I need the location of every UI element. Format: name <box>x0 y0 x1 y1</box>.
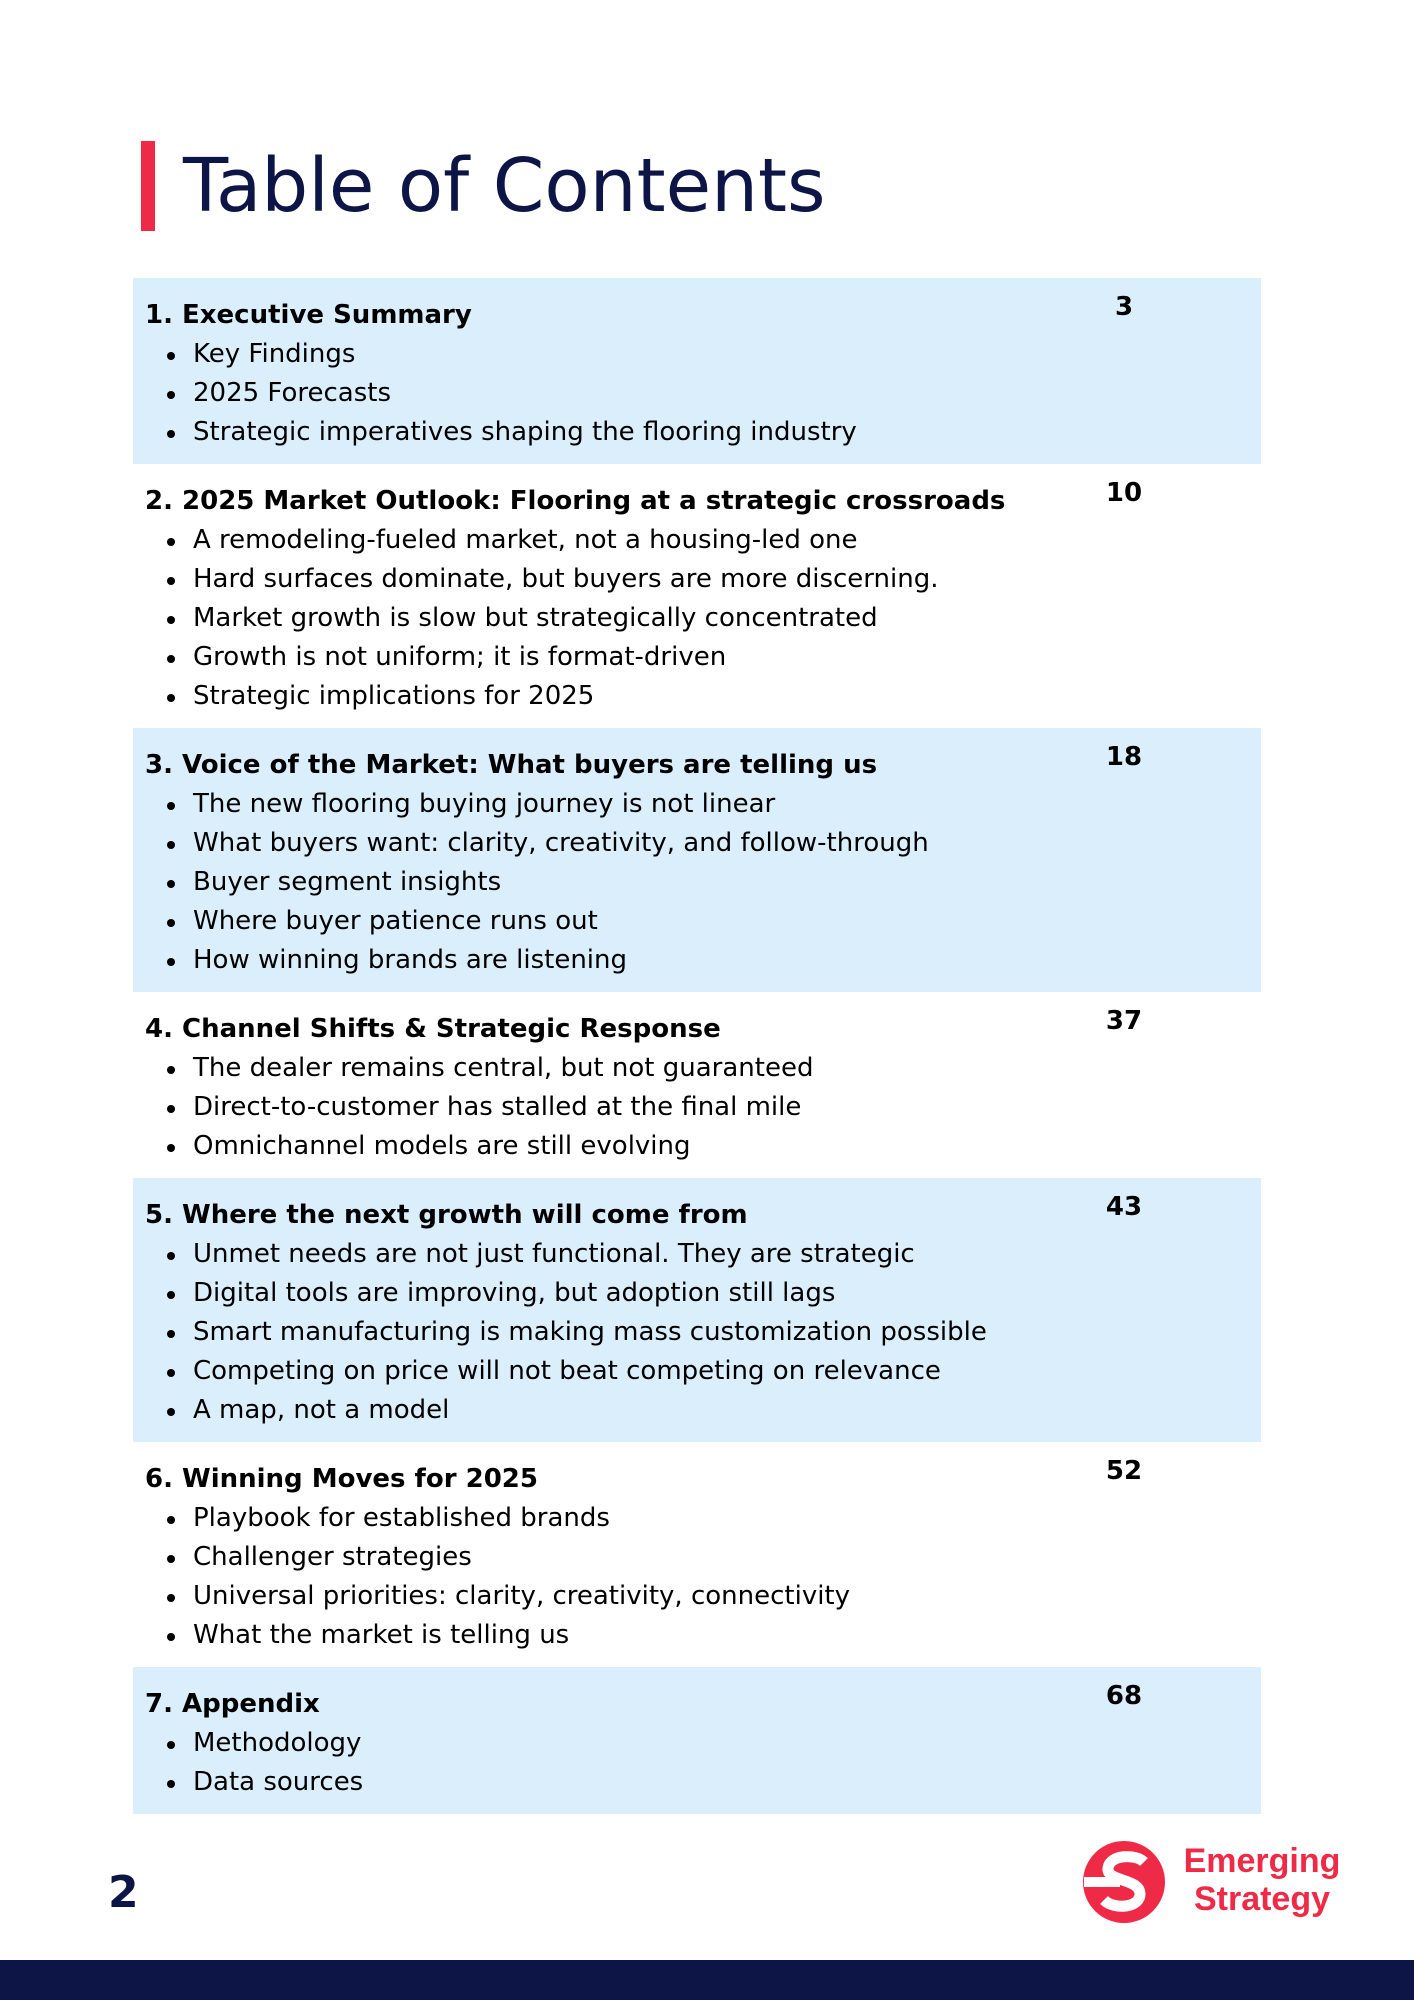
logo-wordmark <box>1172 1842 1352 1918</box>
section-title[interactable]: 7. Appendix <box>145 1689 320 1719</box>
section-title[interactable]: 4. Channel Shifts & Strategic Response <box>145 1014 721 1044</box>
section-page-number: 68 <box>1105 1681 1143 1711</box>
list-item[interactable]: Playbook for established brands <box>145 1499 1249 1538</box>
title-accent-bar <box>141 141 155 231</box>
list-item[interactable]: Competing on price will not beat competing on relevance <box>145 1352 1249 1391</box>
section-title[interactable]: 5. Where the next growth will come from <box>145 1200 748 1230</box>
section-title[interactable]: 6. Winning Moves for 2025 <box>145 1464 538 1494</box>
section-page-number: 10 <box>1105 478 1143 508</box>
logo-line-2: Strategy <box>1193 1880 1331 1918</box>
toc-section-1[interactable] <box>133 278 1261 464</box>
footer-band <box>0 1960 1414 2000</box>
list-item[interactable]: Omnichannel models are still evolving <box>145 1127 1249 1166</box>
list-item[interactable]: Where buyer patience runs out <box>145 902 1249 941</box>
list-item[interactable]: What the market is telling us <box>145 1616 1249 1655</box>
section-page-number: 37 <box>1105 1006 1143 1036</box>
list-item[interactable]: What buyers want: clarity, creativity, and follow-through <box>145 824 1249 863</box>
list-item[interactable]: Growth is not uniform; it is format-driven <box>145 638 1249 677</box>
list-item[interactable]: Strategic imperatives shaping the flooring industry <box>145 413 1249 452</box>
toc-section-6[interactable] <box>133 1442 1261 1667</box>
section-title[interactable]: 2. 2025 Market Outlook: Flooring at a strategic crossroads <box>145 486 1006 516</box>
list-item[interactable]: Digital tools are improving, but adoption still lags <box>145 1274 1249 1313</box>
list-item[interactable]: Strategic implications for 2025 <box>145 677 1249 716</box>
section-title[interactable]: 3. Voice of the Market: What buyers are telling us <box>145 750 878 780</box>
section-page-number: 3 <box>1114 292 1134 322</box>
page-title: Table of Contents <box>183 143 826 229</box>
page-number: 2 <box>108 1867 139 1918</box>
toc-section-5[interactable] <box>133 1178 1261 1442</box>
brand-logo <box>1080 1838 1350 1926</box>
list-item[interactable]: Unmet needs are not just functional. They are strategic <box>145 1235 1249 1274</box>
logo-mark-icon <box>1080 1838 1170 1926</box>
section-page-number: 18 <box>1105 742 1143 772</box>
toc-section-2[interactable] <box>133 464 1261 728</box>
list-item[interactable]: A map, not a model <box>145 1391 1249 1430</box>
list-item[interactable]: Data sources <box>145 1763 1249 1802</box>
list-item[interactable]: Challenger strategies <box>145 1538 1249 1577</box>
logo-line-1: Emerging <box>1183 1842 1341 1880</box>
toc-section-3[interactable] <box>133 728 1261 992</box>
list-item[interactable]: Hard surfaces dominate, but buyers are more discerning. <box>145 560 1249 599</box>
section-title[interactable]: 1. Executive Summary <box>145 300 472 330</box>
list-item[interactable]: How winning brands are listening <box>145 941 1249 980</box>
list-item[interactable]: The dealer remains central, but not guaranteed <box>145 1049 1249 1088</box>
list-item[interactable]: Methodology <box>145 1724 1249 1763</box>
list-item[interactable]: Smart manufacturing is making mass customization possible <box>145 1313 1249 1352</box>
list-item[interactable]: Key Findings <box>145 335 1249 374</box>
list-item[interactable]: Buyer segment insights <box>145 863 1249 902</box>
list-item[interactable]: The new flooring buying journey is not linear <box>145 785 1249 824</box>
table-of-contents <box>133 278 1261 1814</box>
list-item[interactable]: A remodeling-fueled market, not a housing-led one <box>145 521 1249 560</box>
list-item[interactable]: Universal priorities: clarity, creativity, connectivity <box>145 1577 1249 1616</box>
toc-section-4[interactable] <box>133 992 1261 1178</box>
toc-section-7[interactable] <box>133 1667 1261 1814</box>
section-page-number: 43 <box>1105 1192 1143 1222</box>
list-item[interactable]: 2025 Forecasts <box>145 374 1249 413</box>
page-heading <box>141 141 826 231</box>
section-page-number: 52 <box>1105 1456 1143 1486</box>
list-item[interactable]: Direct-to-customer has stalled at the final mile <box>145 1088 1249 1127</box>
list-item[interactable]: Market growth is slow but strategically concentrated <box>145 599 1249 638</box>
